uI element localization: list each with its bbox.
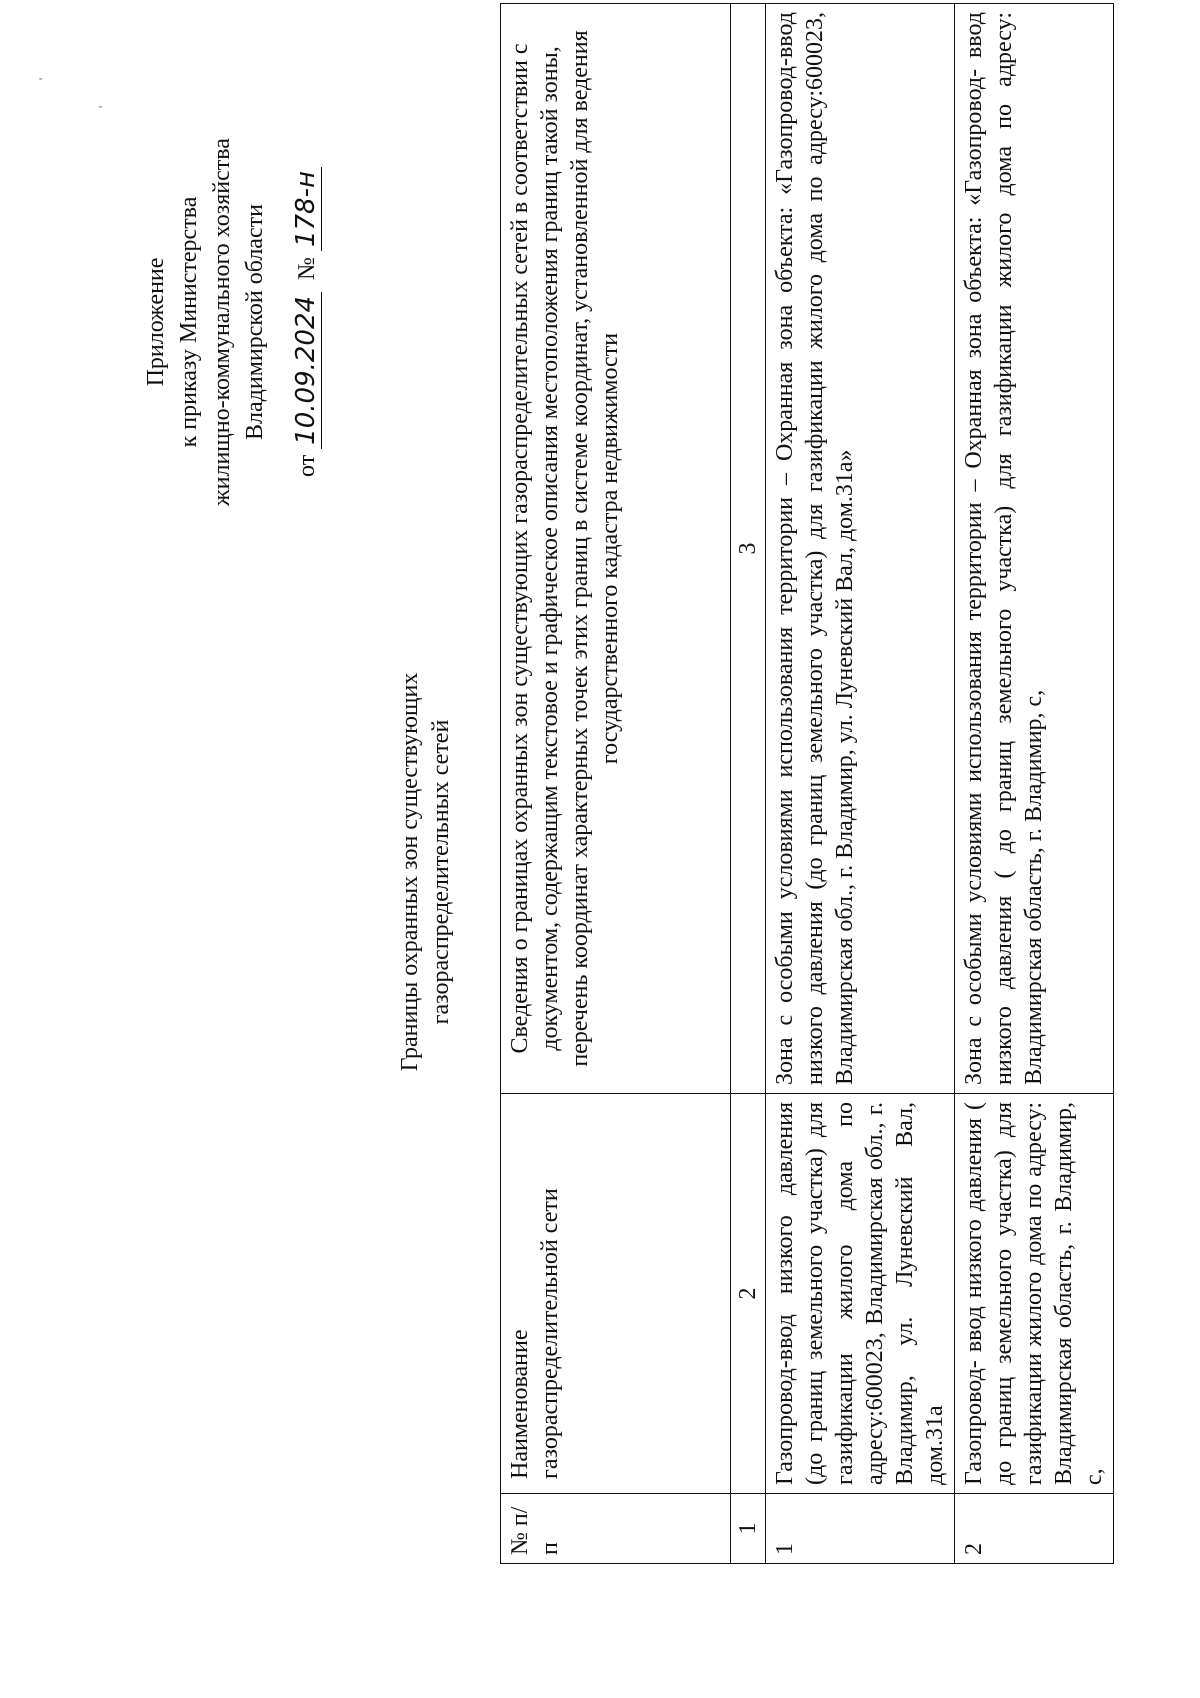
row-info: Зона с особыми условиями использования территории – Охранная зона объекта: «Газопровод- ввод низкого давления ( до границ земельного участка) для газификации жилого дома по адресу: Владимирская область, г. Владимир, с, (961, 12, 1047, 1085)
table-header-row (501, 4, 731, 1564)
title-line: Границы охранных зон существующих (397, 672, 423, 1072)
row-info-cell (955, 4, 1114, 1094)
header-cell-number: № п/п (501, 1494, 731, 1564)
appendix-line: Владимирской области (242, 204, 268, 440)
header-cell-name: Наименование газораспределительной сети (501, 1094, 731, 1494)
appendix-block (140, 122, 324, 522)
column-number: 3 (731, 4, 766, 1094)
handwritten-number: 178-н (291, 167, 322, 251)
row-info: Зона с особыми условиями использования территории – Охранная зона объекта: «Газопровод-ввод низкого давления (до границ земельного участка) для газификации жилого дома по адресу:600023, Владимирская обл., г. Владимир, ул. Луневский Вал, дом.31а» (766, 4, 955, 1094)
table-row (766, 4, 955, 1564)
row-name: Газопровод- ввод низкого давления ( до границ земельного участка) для газификации жилого дома по адресу: Владимирская область, г. Владимир, с, (961, 1102, 1107, 1485)
appendix-line: Приложение (143, 257, 169, 387)
scan-speck: ' (36, 77, 50, 80)
row-name: Газопровод-ввод низкого давления (до границ земельного участка) для газификации жилого дома по адресу:600023, Владимирская обл., г. Владимир, ул. Луневский Вал, дом.31а (766, 1094, 955, 1494)
table-row (955, 4, 1114, 1564)
order-date-line (290, 122, 324, 522)
scan-speck: ' (96, 105, 110, 108)
title-line: газораспределительных сетей (428, 719, 454, 1025)
column-number: 1 (731, 1494, 766, 1564)
row-number: 1 (766, 1494, 955, 1564)
column-number-row (731, 4, 766, 1564)
appendix-line: жилищно-коммунального хозяйства (209, 138, 235, 506)
date-prefix: от (294, 454, 320, 477)
column-number: 2 (731, 1094, 766, 1494)
document-title (395, 642, 457, 1102)
appendix-line: к приказу Министерства (176, 196, 202, 448)
row-number: 2 (955, 1494, 1114, 1564)
handwritten-date: 10.09.2024 (291, 292, 322, 449)
header-cell-info: Сведения о границах охранных зон существующих газораспределительных сетей в соответствии с документом, содержащим текстовое и графическое описания местоположения границ такой зоны, перечень координат характерных точек этих границ в системе координат, установленной для ведения государственного кадастра недвижимости (501, 4, 731, 1094)
number-prefix: № (294, 257, 320, 280)
row-name-cell (955, 1094, 1114, 1494)
protection-zones-table (500, 3, 1114, 1564)
